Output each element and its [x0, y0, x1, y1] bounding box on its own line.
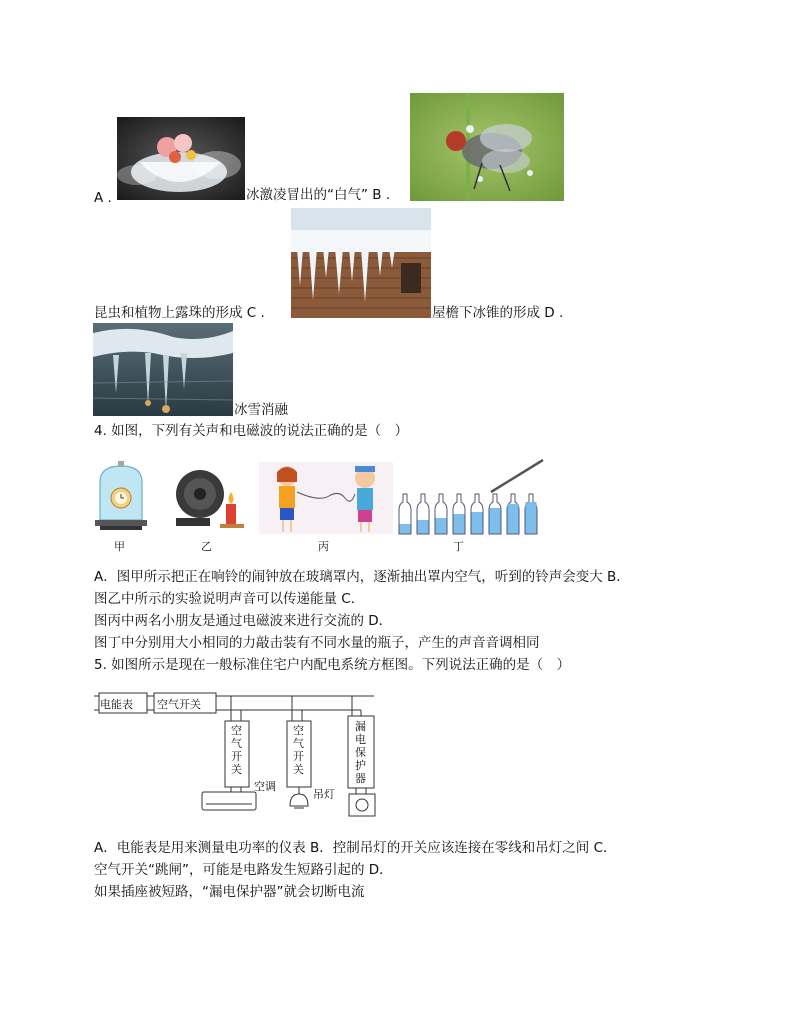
- meter-box-label: 电能表: [100, 698, 133, 711]
- speaker-candle-figure: [170, 466, 250, 530]
- q3-option-b-prefix: B .: [372, 187, 391, 203]
- q5-line-3: 如果插座被短路，“漏电保护器”就会切断电流: [94, 884, 365, 900]
- q4-line-3: 图丙中两名小朋友是通过电磁波来进行交流的 D．: [94, 613, 393, 629]
- q4-line-4: 图丁中分别用大小相同的力敲击装有不同水量的瓶子，产生的声音音调相同: [94, 635, 540, 651]
- branch1-load-label: 空调: [254, 780, 276, 793]
- fig-label-yi: 乙: [201, 540, 212, 553]
- q3-option-b-text: 昆虫和植物上露珠的形成: [94, 305, 243, 321]
- distribution-diagram: [94, 688, 404, 818]
- fig-label-ding: 丁: [453, 540, 464, 553]
- icicle-house-photo: [291, 208, 431, 318]
- dew-insect-photo: [410, 93, 564, 201]
- q4-line-1: A．图甲所示把正在响铃的闹钟放在玻璃罩内，逐渐抽出罩内空气，听到的铃声会变大 B．: [94, 569, 630, 585]
- q3-option-d-prefix: D .: [544, 305, 564, 321]
- fig-label-bing: 丙: [318, 540, 329, 553]
- branch2-load-label: 吊灯: [313, 788, 335, 801]
- q5-stem: 5. 如图所示是现在一般标准住宅户内配电系统方框图。下列说法正确的是（ ）: [94, 657, 571, 673]
- q3-option-a-text: 冰激凌冒出的“白气”: [246, 187, 368, 203]
- q3-option-c-prefix: C .: [246, 305, 265, 321]
- fig-label-jia: 甲: [114, 540, 125, 553]
- bell-jar-figure: [92, 460, 150, 532]
- q5-line-1: A．电能表是用来测量电功率的仪表 B．控制吊灯的开关应该连接在零线和吊灯之间 C．: [94, 840, 617, 856]
- branch1-switch-label: 空气开关: [231, 724, 242, 776]
- children-phone-figure: [259, 462, 393, 534]
- water-bottles-figure: [395, 456, 545, 536]
- melting-ice-photo: [93, 323, 233, 416]
- branch3-switch-label: 漏电保护器: [355, 720, 366, 785]
- ice-cream-photo: [117, 117, 245, 200]
- q3-option-c-text: 屋檐下冰锥的形成: [432, 305, 540, 321]
- branch2-switch-label: 空气开关: [293, 724, 304, 776]
- q4-stem: 4. 如图，下列有关声和电磁波的说法正确的是（ ）: [94, 423, 409, 439]
- q5-line-2: 空气开关“跳闸”，可能是电路发生短路引起的 D．: [94, 862, 393, 878]
- q3-option-d-text: 冰雪消融: [234, 402, 288, 418]
- q3-option-a-prefix: A .: [94, 190, 112, 206]
- q4-line-2: 图乙中所示的实验说明声音可以传递能量 C．: [94, 591, 365, 607]
- main-switch-label: 空气开关: [157, 698, 201, 711]
